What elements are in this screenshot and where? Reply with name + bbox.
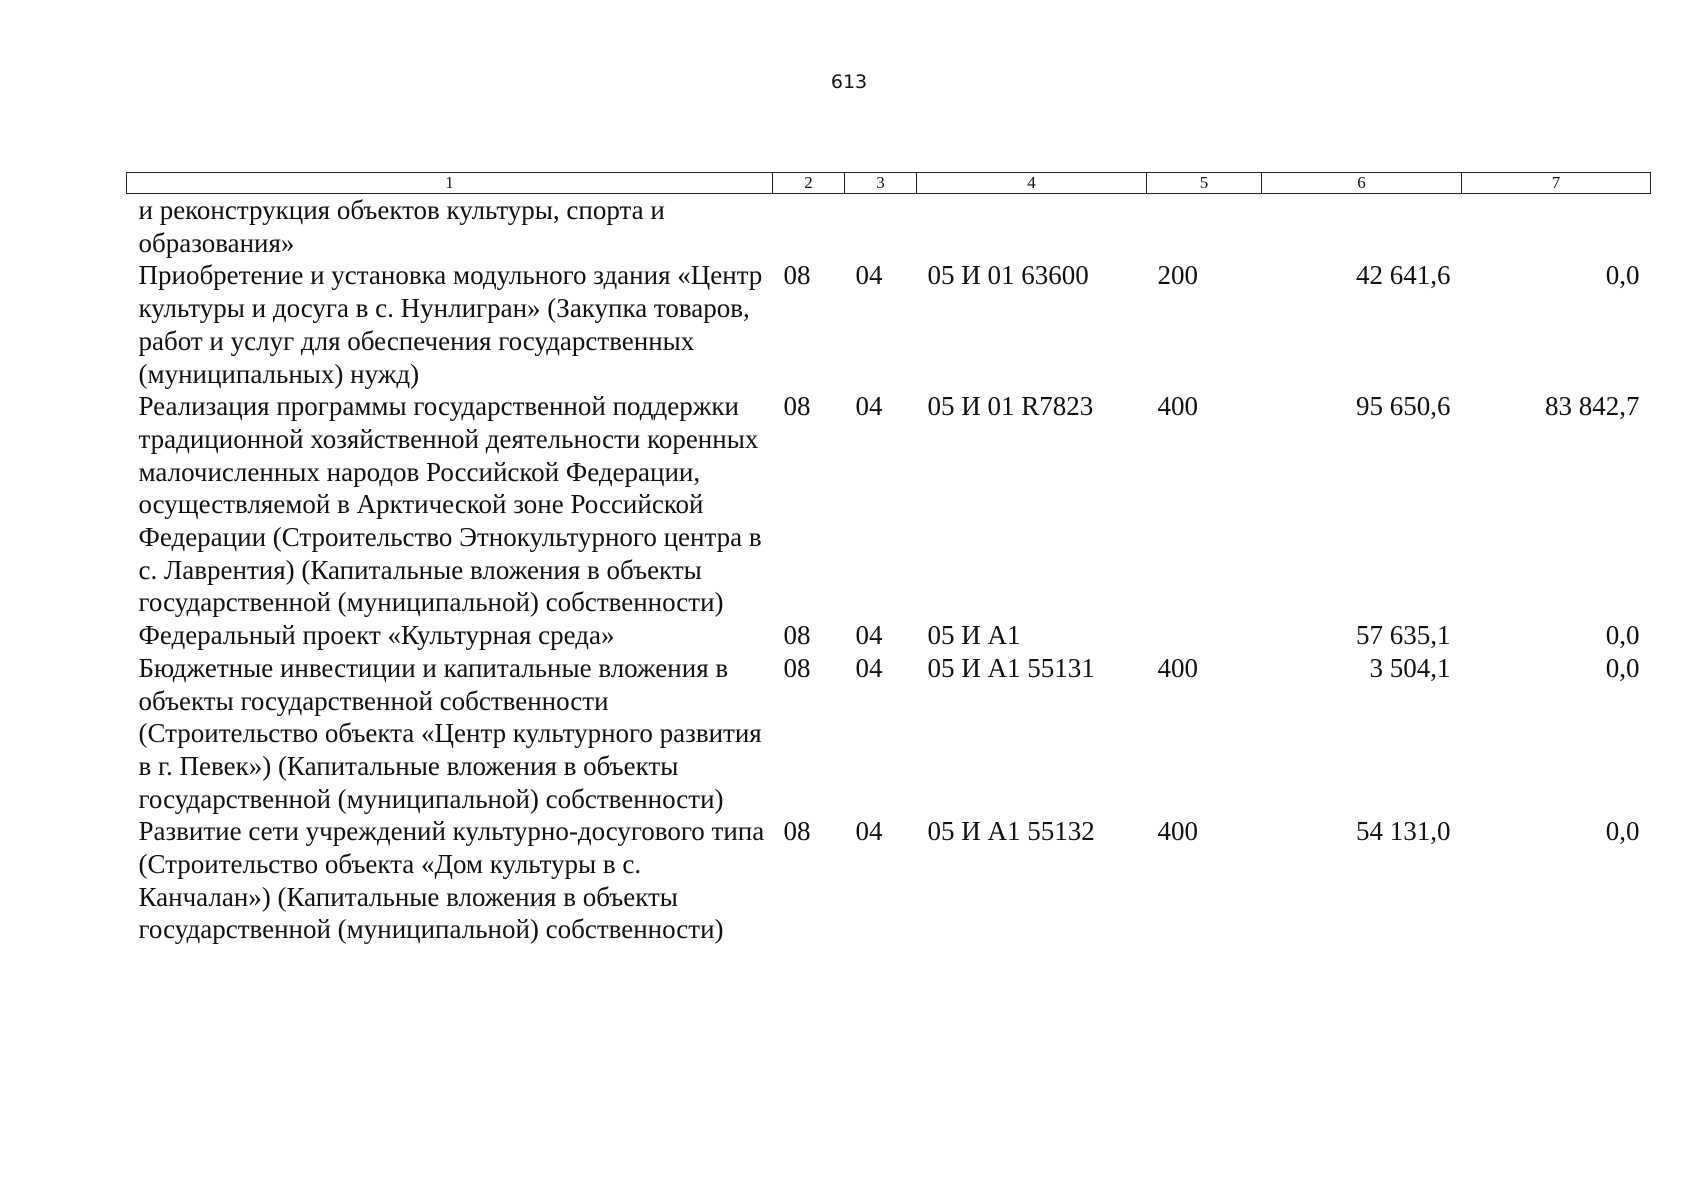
column-header-3: 3 (845, 173, 917, 194)
row-subsection: 04 (855, 391, 883, 422)
row-amount-7: 0,0 (1605, 816, 1640, 847)
row-expense-type: 400 (1157, 652, 1198, 683)
row-target-article: 05 И 01 R7823 (927, 391, 1094, 422)
row-expense-type: 400 (1157, 391, 1198, 422)
row-amount-7: 0,0 (1605, 260, 1640, 291)
table-row (127, 652, 1651, 816)
row-description: Бюджетные инвестиции и капитальные вложения в объекты государственной собственности (Строительство объекта «Центр культурного развития в г. Певек») (Капитальные вложения в объекты государственной (муниципальной) собственности) (138, 652, 762, 814)
page-number: 613 (830, 71, 868, 93)
row-target-article (917, 194, 1147, 260)
column-header-2: 2 (773, 173, 845, 194)
row-amount-6 (1262, 194, 1462, 260)
row-amount-7: 0,0 (1605, 652, 1640, 683)
table-row (127, 619, 1651, 652)
column-header-4: 4 (917, 173, 1147, 194)
table-row (127, 194, 1651, 260)
column-header-6: 6 (1262, 173, 1462, 194)
row-description: Федеральный проект «Культурная среда» (138, 620, 615, 651)
row-subsection: 04 (855, 620, 883, 651)
row-subsection: 04 (855, 816, 883, 847)
column-header-7: 7 (1462, 173, 1651, 194)
table-row (127, 815, 1651, 946)
row-section: 08 (783, 391, 811, 422)
row-section (773, 194, 845, 260)
row-target-article: 05 И 01 63600 (927, 260, 1089, 291)
row-subsection (845, 194, 917, 260)
table-body (127, 194, 1651, 947)
row-amount-7: 0,0 (1605, 620, 1640, 651)
column-header-5: 5 (1147, 173, 1262, 194)
row-description: Развитие сети учреждений культурно-досугового типа (Строительство объекта «Дом культуры в с. Канчалан») (Капитальные вложения в объекты государственной (муниципальной) собственности) (138, 816, 765, 945)
table-row (127, 259, 1651, 390)
row-expense-type: 200 (1157, 260, 1198, 291)
row-target-article: 05 И A1 55132 (927, 816, 1095, 847)
row-amount-7: 83 842,7 (1545, 391, 1640, 422)
table-row (127, 390, 1651, 619)
row-amount-6: 54 131,0 (1356, 816, 1451, 847)
row-target-article: 05 И A1 55131 (927, 652, 1095, 683)
row-description: Приобретение и установка модульного здания «Центр культуры и досуга в с. Нунлигран» (Закупка товаров, работ и услуг для обеспечения государственных (муниципальных) нужд) (138, 260, 763, 389)
row-amount-7 (1462, 194, 1651, 260)
row-target-article: 05 И A1 (927, 620, 1021, 651)
row-section: 08 (783, 816, 811, 847)
row-expense-type (1147, 194, 1262, 260)
budget-table (126, 172, 1651, 946)
row-section: 08 (783, 620, 811, 651)
row-amount-6: 3 504,1 (1369, 652, 1451, 683)
row-section: 08 (783, 652, 811, 683)
row-amount-6: 57 635,1 (1356, 620, 1451, 651)
row-subsection: 04 (855, 652, 883, 683)
row-expense-type (1147, 619, 1262, 652)
row-description: Реализация программы государственной поддержки традиционной хозяйственной деятельности коренных малочисленных народов Российской Федерации, осуществляемой в Арктической зоне Российской Федерации (Строительство Этнокультурного центра в с. Лаврентия) (Капитальные вложения в объекты государственной (муниципальной) собственности) (138, 391, 762, 618)
row-expense-type: 400 (1157, 816, 1198, 847)
column-header-1: 1 (127, 173, 773, 194)
header-row (127, 173, 1651, 194)
row-amount-6: 42 641,6 (1356, 260, 1451, 291)
row-section: 08 (783, 260, 811, 291)
row-amount-6: 95 650,6 (1356, 391, 1451, 422)
row-description: и реконструкция объектов культуры, спорта и образования» (138, 195, 665, 258)
row-subsection: 04 (855, 260, 883, 291)
table-header (127, 173, 1651, 194)
